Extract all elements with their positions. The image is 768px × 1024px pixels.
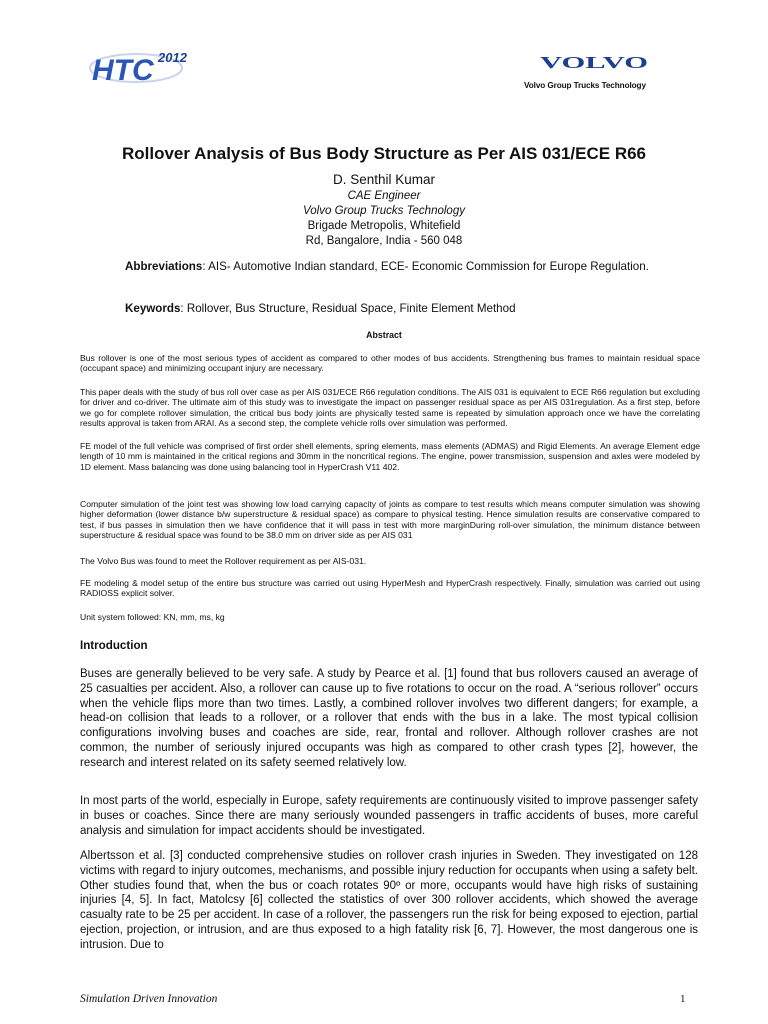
volvo-tagline: Volvo Group Trucks Technology [524, 81, 646, 90]
abstract-paragraph-2: This paper deals with the study of bus roll over case as per AIS 031/ECE R66 regulation conditions. The AIS 031 is equivalent to ECE R66 regulation but excluding for driver and co-driver. The ultimate aim of this study was to investigate the impact on passenger residual space as per AIS 031regulation. As a first step, before we go for complete rollover simulation, the critical bus body joints are physically tested same is repeated by simulation approach once we have the correlating results approval is taken from ARAI. As a second step, the complete vehicle rolls over simulation was performed. [80, 387, 700, 429]
abbreviations [80, 259, 700, 274]
page-number: 1 [680, 993, 686, 1005]
abstract-paragraph-4: Computer simulation of the joint test was showing low load carrying capacity of joints as compare to test results which means computer simulation was showing higher deformation (lower distance b/w superstructure & residual space) as compare to physical testing. Hence simulation results are conservative compared to test, if bus passes in simulation then we have confidence that it will pass in test with more marginDuring roll-over simulation, the minimum distance between superstructure & residual space was found to be 38.0 mm on driver side as per AIS 031 [80, 499, 700, 541]
keywords [80, 301, 700, 316]
abbreviations-text: : AIS- Automotive Indian standard, ECE- Economic Commission for Europe Regulation. [202, 260, 649, 273]
paper-title: Rollover Analysis of Bus Body Structure as Per AIS 031/ECE R66 [121, 144, 647, 163]
introduction-paragraph-3: Albertsson et al. [3] conducted comprehensive studies on rollover crash injuries in Sweden. They investigated on 128 victims with regard to injury outcomes, mechanisms, and possible injury reduction for occupants when using a safety belt. Other studies found that, when the bus or coach rotates 90º or more, occupants would have high risks of sustaining injuries [4, 5]. In fact, Matolcsy [6] collected the statistics of over 300 rollover accidents, which showed the average casualty rate to be 25 per accident. In case of a rollover, the passengers run the risk for being exposed to ejection, partial ejection, projection, or intrusion, and are thus exposed to a high fatality risk [6, 7]. However, the most dangerous one is intrusion. Due to [80, 850, 698, 951]
address-line-2: Rd, Bangalore, India - 560 048 [305, 235, 463, 247]
keywords-text: : Rollover, Bus Structure, Residual Space, Finite Element Method [180, 302, 516, 315]
abstract-paragraph-6: FE modeling & model setup of the entire bus structure was carried out using HyperMesh and HyperCrash respectively. Finally, simulation was carried out using RADIOSS explicit solver. [80, 578, 700, 599]
abstract-paragraph-3: FE model of the full vehicle was comprised of first order shell elements, spring elements, mass elements (ADMAS) and Rigid Elements. An average Element edge length of 10 mm is maintained in the critical regions and 30mm in the noncritical regions. The engine, power transmission, suspension and axles were modeled by 1D element. Mass balancing was done using balancing tool in HyperCrash V11 402. [80, 441, 700, 472]
abstract-paragraph-7: Unit system followed: KN, mm, ms, kg [80, 612, 225, 622]
introduction-paragraph-2: In most parts of the world, especially in Europe, safety requirements are continuously visited to improve passenger safety in buses or coaches. Since there are many seriously wounded passengers in traffic accidents of buses, more careful analysis and simulation for impact accidents should be investigated. [80, 795, 698, 837]
volvo-logo [540, 54, 648, 70]
abstract-paragraph-1: Bus rollover is one of the most serious types of accident as compared to other modes of bus accidents. Strengthening bus frames to maintain residual space (occupant space) and minimizing occupant injury are necessary. [80, 353, 700, 374]
introduction-paragraph-1: Buses are generally believed to be very safe. A study by Pearce et al. [1] found that bus rollovers caused an average of 25 casualties per accident. Also, a rollover can cause up to five rotations to occur on the road. A “serious rollover” occurs when the vehicle flips more than two times. Lastly, a combined rollover involves two different dangers; for example, a head-on collision that leads to a rollover, or a rollover that ends with the bus in a lake. The most typical collision configurations involving buses and coaches are side, rear, frontal and rollover. Although rollover crashes are not common, the number of seriously injured occupants was high as compared to other crash types [2], however, the research and interest related on its safety seemed relatively low. [80, 668, 698, 769]
introduction-heading: Introduction [80, 639, 148, 652]
htc-logo-year: 2012 [158, 50, 187, 65]
htc-2012-logo [86, 44, 202, 88]
address-line-1: Brigade Metropolis, Whitefield [307, 220, 461, 232]
abstract-paragraph-5: The Volvo Bus was found to meet the Rollover requirement as per AIS-031. [80, 556, 367, 566]
htc-logo-text: HTC [92, 54, 154, 87]
keywords-label: Keywords [125, 302, 181, 315]
author-name: D. Senthil Kumar [332, 172, 436, 187]
author-org: Volvo Group Trucks Technology [303, 205, 465, 217]
author-role: CAE Engineer [347, 190, 421, 202]
footer-title: Simulation Driven Innovation [80, 993, 218, 1005]
abstract-heading: Abstract [366, 330, 402, 340]
volvo-logo-text: VOLVO [540, 54, 648, 70]
abbreviations-label: Abbreviations [125, 260, 203, 273]
